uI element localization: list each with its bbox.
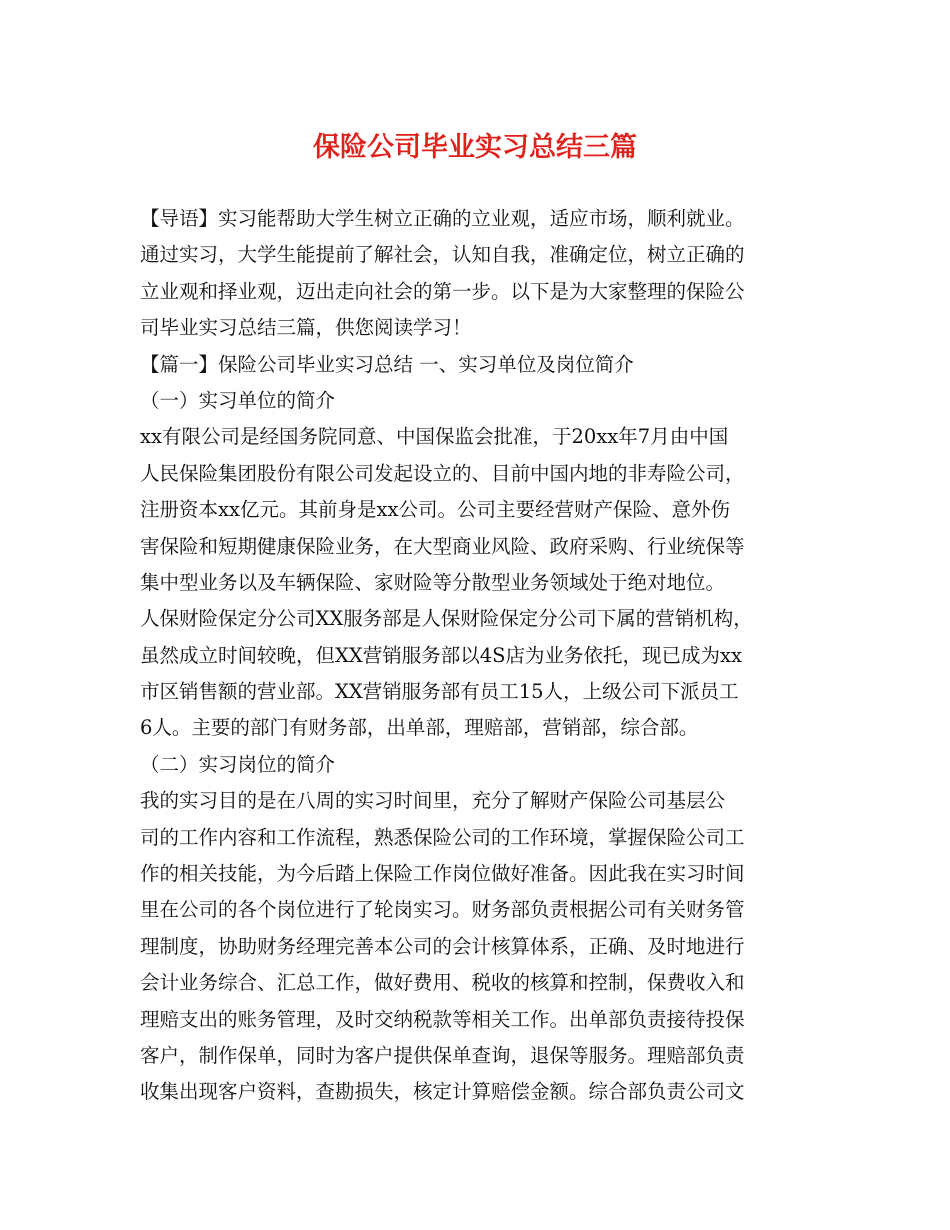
body-line: 会计业务综合、汇总工作，做好费用、税收的核算和控制，保费收入和 <box>140 971 745 995</box>
body-line: 通过实习，大学生能提前了解社会，认知自我，准确定位，树立正确的 <box>140 243 745 267</box>
body-line: 客户，制作保单，同时为客户提供保单查询，退保等服务。理赔部负责 <box>140 1043 745 1067</box>
body-line: 害保险和短期健康保险业务，在大型商业风险、政府采购、行业统保等 <box>140 534 745 558</box>
body-line: 收集出现客户资料，查勘损失，核定计算赔偿金额。综合部负责公司文 <box>140 1080 745 1104</box>
section-heading-line: 【篇一】保险公司毕业实习总结 一、实习单位及岗位简介 <box>140 352 634 376</box>
body-line: 里在公司的各个岗位进行了轮岗实习。财务部负责根据公司有关财务管 <box>140 898 745 922</box>
body-line: 理赔支出的账务管理，及时交纳税款等相关工作。出单部负责接待投保 <box>140 1007 745 1031</box>
body-line: 作的相关技能，为今后踏上保险工作岗位做好准备。因此我在实习时间 <box>140 862 745 886</box>
body-line: 人保财险保定分公司XX服务部是人保财险保定分公司下属的营销机构， <box>140 607 753 631</box>
body-line: 注册资本xx亿元。其前身是xx公司。公司主要经营财产保险、意外伤 <box>140 498 730 522</box>
subsection-heading-line: （二）实习岗位的简介 <box>140 752 336 776</box>
body-line: 我的实习目的是在八周的实习时间里，充分了解财产保险公司基层公 <box>140 789 726 813</box>
body-line: 司的工作内容和工作流程，熟悉保险公司的工作环境，掌握保险公司工 <box>140 825 745 849</box>
body-line: 6人。主要的部门有财务部，出单部，理赔部，营销部，综合部。 <box>140 716 699 740</box>
subsection-heading-line: （一）实习单位的简介 <box>140 388 336 412</box>
body-line: 【导语】实习能帮助大学生树立正确的立业观，适应市场，顺利就业。 <box>140 207 745 230</box>
document-body <box>140 201 820 1111</box>
body-line: xx有限公司是经国务院同意、中国保监会批准，于20xx年7月由中国 <box>140 425 729 449</box>
body-line: 集中型业务以及车辆保险、家财险等分散型业务领域处于绝对地位。 <box>140 570 726 594</box>
document-title: 保险公司毕业实习总结三篇 <box>313 132 637 163</box>
body-line: 理制度，协助财务经理完善本公司的会计核算体系，正确、及时地进行 <box>140 934 745 958</box>
body-line: 人民保险集团股份有限公司发起设立的、目前中国内地的非寿险公司， <box>140 461 745 485</box>
body-line: 立业观和择业观，迈出走向社会的第一步。以下是为大家整理的保险公 <box>140 279 745 303</box>
body-line: 市区销售额的营业部。XX营销服务部有员工15人，上级公司下派员工 <box>140 680 739 704</box>
body-line: 虽然成立时间较晚，但XX营销服务部以4S店为业务依托，现已成为xx <box>140 643 743 667</box>
body-line: 司毕业实习总结三篇，供您阅读学习！ <box>140 316 472 340</box>
